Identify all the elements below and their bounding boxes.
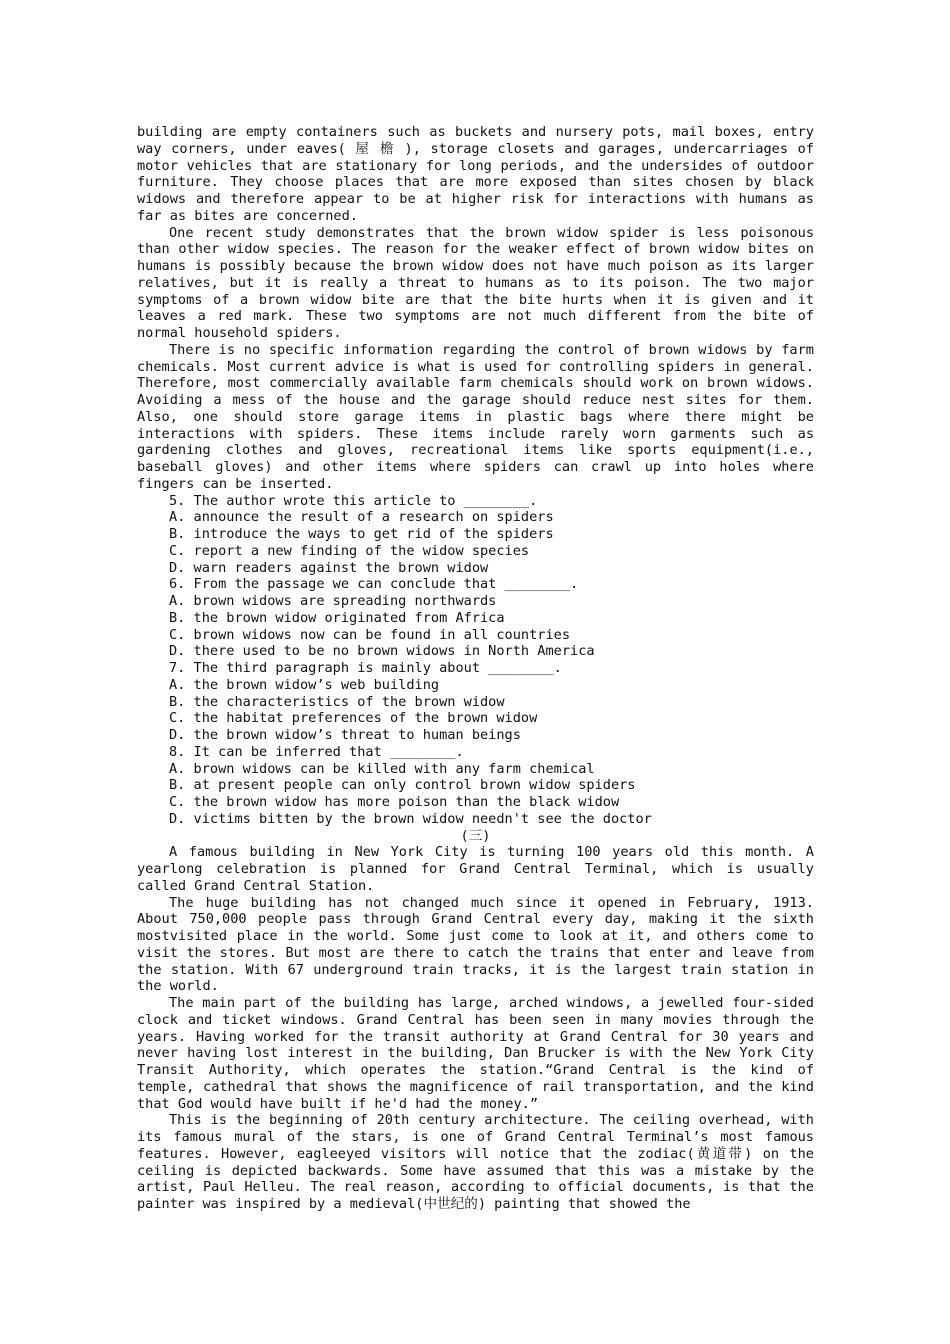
option-a: A. brown widows are spreading northwards [169,593,497,609]
paragraph: A famous building in New York City is turning 100 years old this month. A yearlong celebration is planned for Grand Central Terminal, which is usually called Grand Central Station. [137,844,814,894]
question-stem: 7. The third paragraph is mainly about ________. [169,660,562,676]
paragraph: The main part of the building has large, arched windows, a jewelled four-sided clock and ticket windows. Grand Central has been seen in many movies through the years. Having worked for the transit authority at Grand Central for 30 years and never having lost interest in the building, Dan Brucker is with the New York City Transit Authority, which operates the station.“Grand Central is the kind of temple, cathedral that shows the magnificence of rail transportation, and the kind that God would have built if he'd had the money.” [137,995,814,1112]
question-8 [137,744,814,828]
document-page [137,124,814,1213]
question-5 [137,493,814,577]
question-stem: 5. The author wrote this article to ________. [169,492,538,509]
option-a: A. the brown widow’s web building [169,676,440,693]
option-b: B. the characteristics of the brown widow [169,693,505,710]
paragraph: There is no specific information regarding the control of brown widows by farm chemicals. Most current advice is what is used for controlling spiders in general. Therefore, most commercially available farm chemicals should work on brown widows. Avoiding a mess of the house and the garage should reduce nest sites for them. Also, one should store garage items in plastic bags where there might be interactions with spiders. These items include rarely worn garments such as gardening clothes and gloves, recreational items like sports equipment(i.e., baseball gloves) and other items where spiders can crawl up into holes where fingers can be inserted. [137,341,814,492]
paragraph: One recent study demonstrates that the brown widow spider is less poisonous than other widow species. The reason for the weaker effect of brown widow bites on humans is possibly because the brown widow does not have much poison as its larger relatives, but it is really a threat to humans as to its poison. The two major symptoms of a brown widow bite are that the bite hurts when it is given and it leaves a red mark. These two symptoms are not much different from the bite of normal household spiders. [137,224,814,341]
question-6 [137,576,814,660]
paragraph: building are empty containers such as buckets and nursery pots, mail boxes, entry way corners, under eaves( 屋 檐 ), storage closets and garages, undercarriages of motor vehicles that are stationary for long periods, and the undersides of outdoor furniture. They choose places that are more exposed than sites chosen by black widows and therefore appear to be at higher risk for interactions with humans as far as bites are concerned. [137,124,814,224]
option-c: C. brown widows now can be found in all countries [169,626,571,643]
paragraph: The huge building has not changed much since it opened in February, 1913. About 750,000 people pass through Grand Central every day, making it the sixth mostvisited place in the world. Some just come to look at it, and others come to visit the stores. But most are there to catch the trains that enter and leave from the station. With 67 underground train tracks, it is the largest train station in the world. [137,894,814,995]
option-d: D. the brown widow’s threat to human beings [169,727,521,743]
option-b: B. the brown widow originated from Africa [169,609,505,626]
option-b: B. at present people can only control brown widow spiders [169,777,636,794]
option-d: D. there used to be no brown widows in North America [169,643,595,660]
question-stem: 6. From the passage we can conclude that ________. [169,576,579,593]
option-c: C. report a new finding of the widow species [169,542,530,559]
option-c: C. the habitat preferences of the brown widow [169,710,538,727]
option-d: D. victims bitten by the brown widow needn't see the doctor [169,810,652,827]
option-c: C. the brown widow has more poison than the black widow [169,794,620,810]
question-stem: 8. It can be inferred that ________. [169,743,464,760]
option-a: A. announce the result of a research on spiders [169,509,554,526]
option-b: B. introduce the ways to get rid of the spiders [169,526,554,542]
paragraph: This is the beginning of 20th century architecture. The ceiling overhead, with its famous mural of the stars, is one of Grand Central Terminal’s most famous features. However, eagleeyed visitors will notice that the zodiac(黄道带) on the ceiling is depicted backwards. Some have assumed that this was a mistake by the artist, Paul Helleu. The real reason, according to official documents, is that the painter was inspired by a medieval(中世纪的) painting that showed the [137,1112,814,1212]
section-heading: (三) [460,827,491,844]
question-7 [137,660,814,744]
option-a: A. brown widows can be killed with any farm chemical [169,760,595,777]
option-d: D. warn readers against the brown widow [169,559,489,576]
